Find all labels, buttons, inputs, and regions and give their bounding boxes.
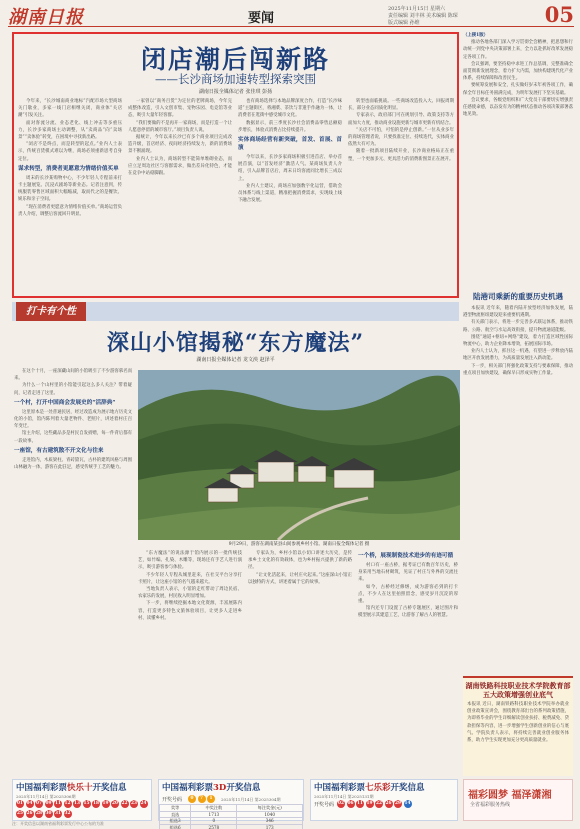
lottery-title-2: 中国福利彩票3D开奖信息 <box>162 783 261 793</box>
lead-byline: 湖南日报全媒体记者 张佳琪 彭扬 <box>198 89 273 95</box>
lottery-ball: 24 <box>140 801 147 806</box>
paragraph: 馆内还专门设置了古桥专题展区，通过图片和模型展示其建造工艺，让游客了解古人的智慧。 <box>358 606 458 619</box>
paragraph: 这里原本是一处普通民居，经过改造成为展示地方历史文化的小馆，馆内陈列着大量老物件、老照片，讲述着村庄百年变迁。 <box>14 409 132 430</box>
page-number: 05 <box>544 2 574 27</box>
paragraph: 今年来，“长沙城南商业地标”汽配市场大型商场关门歇业，多家一线门店相继关闭，商业体“关店潮”引发关注。 <box>18 99 122 119</box>
table-cell: 346 <box>237 818 303 825</box>
paragraph: 为什么一个山村里的小馆能引起这么多人关注？带着疑问，记者走进了这里。 <box>14 383 132 396</box>
paragraph: 村口有一座古桥，据考证已有数百年历史，桥身采用当地石材砌筑，见证了村庄与外界的交流往来。 <box>358 563 458 583</box>
paragraph: “东方魔法”的说法源于馆内展示的一批传统技艺，如竹编、扎染、木雕等，现场还有手艺人进行演示，吸引游客参与体验。 <box>138 551 242 571</box>
lottery-ball: 06 <box>347 801 354 806</box>
lottery-ball: 07 <box>36 801 42 806</box>
feature-column-2 <box>138 550 242 774</box>
table-cell: 每注奖金(元) <box>237 805 303 812</box>
feature-column-1 <box>14 368 132 774</box>
ad-brand: 福彩圆梦 福泽潇湘 <box>468 790 552 801</box>
lottery-ball: 28 <box>36 810 42 816</box>
lottery-ball: 32 <box>64 810 71 816</box>
feature-column-3 <box>248 550 352 774</box>
lottery-label-2: 开奖号码 <box>162 796 183 803</box>
footer-note: 注：开奖信息以湖南省福利彩票发行中心公布的为准 <box>12 821 104 826</box>
lottery-ball: 04 <box>26 801 33 806</box>
lottery-ball: 0 <box>188 795 196 803</box>
table-cell: 1713 <box>191 811 237 818</box>
table-cell: 奖等 <box>160 805 191 812</box>
right-column-heading: 陆港司乘新的重要历史机遇 <box>473 292 563 301</box>
lottery-ball: 19 <box>102 801 109 806</box>
paragraph: 转型也面临挑战。一些商场改造投入大、回报周期长，部分业态同质化明显。 <box>348 99 454 112</box>
lottery-ball: 02 <box>338 801 344 806</box>
paragraph: 有关部门表示，将进一步完善多式联运体系，推动铁路、公路、航空与水运高效衔接，提升物流通道能级。 <box>463 320 573 333</box>
paragraph: 据统计，今年以来长沙已有多个商业项目完成改造升级，首店经济、夜间经济持续发力，新的消费场景不断涌现。 <box>128 135 232 155</box>
lead-column-1 <box>18 98 122 294</box>
lottery-ball: 26 <box>385 801 392 806</box>
lottery-ball: 22 <box>121 801 128 806</box>
paragraph: 下一步，相关部门将强化政策支持与要素保障，推动重点项目加快建设，确保早日形成实物工作量。 <box>463 363 573 376</box>
lottery-ball: 11 <box>55 801 61 806</box>
table-cell: 0 <box>191 818 237 825</box>
lottery-ball: 30 <box>45 810 52 816</box>
paragraph: 本报讯 近年来，随着内陆开放型经济加快发展，陆港型物流枢纽建设迎来重要机遇期。 <box>463 306 573 319</box>
lottery-ball: 7 <box>198 795 206 803</box>
paragraph: 会议强调，要坚持稳中求进工作总基调，完整准确全面贯彻新发展理念，着力扩大内需，加快构建现代化产业体系，持续保障和改善民生。 <box>463 61 573 82</box>
lottery-ball: 15 <box>83 801 90 806</box>
paragraph: 走进馆内，木质梁柱、青砖黛瓦，古朴的建筑风格与周围山林融为一体，游客在此驻足，感受传统手工艺的魅力。 <box>14 457 132 471</box>
feature-column-tag: 打卡有个性 <box>16 302 86 321</box>
lottery-label-3: 开奖号码 <box>314 801 335 808</box>
paragraph: 馆主介绍，这些藏品多是村民自发捐赠，每一件背后都有一段故事。 <box>14 431 132 444</box>
lottery-ball: 1 <box>207 795 215 803</box>
feature-subheading-1: 一个村，打开中国商会发展史的“活辞典” <box>14 399 116 406</box>
paragraph: 专家表示，政府部门可在规划引导、政策支持等方面加大力度，推动商业设施更新与城市更新有机结合。 <box>348 113 454 126</box>
paragraph: 面对客流分流、业态老化、线上冲击等多重压力，长沙多家商场主动调整，从“卖商品”向“卖场景”“卖体验”转变，在困境中寻找新出路。 <box>18 120 122 141</box>
lottery-ball: 25 <box>17 810 23 816</box>
lead-subheadline: ——长沙商场加速转型探索突围 <box>155 72 316 86</box>
lead-headline: 闭店潮后闯新路 <box>140 45 330 74</box>
table-cell: 组选3 <box>160 818 191 825</box>
lead-column-2 <box>128 98 232 294</box>
lead-column-3 <box>238 98 342 294</box>
paragraph: 下一步，将继续挖掘本地文化资源，丰富展陈内容，打造更多特色文旅体验项目，让更多人走进乡村、读懂乡村。 <box>138 601 242 621</box>
lottery-ball: 12 <box>64 801 71 806</box>
table-cell: 中奖注数 <box>191 805 237 812</box>
paragraph: 围绕“通道+枢纽+网络”建设，着力打造区域性国际物流中心，助力企业降本增效，拓展国际市场。 <box>463 334 573 348</box>
lottery-card-2 <box>158 779 304 829</box>
right-column-bottom <box>463 305 573 677</box>
paragraph: 会议要求，各级党组织和广大党员干部要切实增强责任感使命感，以奋发有为的精神状态推动各项决策部署落地见效。 <box>463 97 573 118</box>
lottery-ball: 26 <box>26 810 33 816</box>
newspaper-logo: 湖南日报 <box>8 7 84 28</box>
photo-caption: 9月29日，游客在湖南某县山间参观乡村小馆。湖南日报全媒体记者 摄 <box>228 542 370 547</box>
feature-subheading-3: 一个桥，展现制瓷技术进步的有迹可循 <box>358 553 454 559</box>
paragraph: 业内人士认为，抓住这一机遇，有望进一步释放内陆地区开放发展潜力，为高质量发展注入新动能。 <box>463 349 573 362</box>
news-brief-title: 湖南铁路科技职业技术学院教育部五大政策增强创业底气 <box>465 681 571 699</box>
table-cell: 直选 <box>160 811 191 818</box>
lead-column-4 <box>348 98 454 294</box>
lottery-ball: 22 <box>376 801 382 806</box>
lottery-ball: 31 <box>55 810 61 816</box>
paragraph: 随着一批新项目陆续开业，长沙商业格局正在重塑，一个更加多元、更具活力的消费新图景正在展开。 <box>348 149 454 162</box>
village-photo-image <box>138 370 460 540</box>
paragraph: “闭店不是终点，而是转型的起点。”业内人士表示，传统百货模式难以为继，商场必须重新思考自身定位。 <box>18 142 122 162</box>
table-cell: 2578 <box>191 824 237 829</box>
lottery-date-3: 2025年11月14日 第2025131期 <box>314 794 374 799</box>
lottery-ball: 29 <box>395 801 401 806</box>
lead-article-highlight <box>12 32 459 298</box>
paragraph: 数据显示，前三季度长沙社会消费品零售总额稳步增长，体验式消费占比持续提升。 <box>238 120 342 133</box>
lottery-special-ball: 14 <box>404 801 411 806</box>
lottery-ball: 18 <box>93 801 99 806</box>
paragraph: “让文化活起来，让村庄火起来。”这座深山小馆正以独特的方式，讲述着属于它的故事。 <box>248 572 352 585</box>
ad-note: 全省福彩服务热线 <box>470 802 511 808</box>
feature-column-4 <box>358 550 458 774</box>
lottery-title-1: 中国福利彩票快乐十开奖信息 <box>16 783 127 793</box>
section-title: 要闻 <box>248 11 275 26</box>
paragraph: 也有商场选择与本地品牌深度合作，打造“长沙味道”主题街区，将湘菜、茶饮与非遗手作融为一体，让消费者在逛街中感受城市文化。 <box>238 99 342 119</box>
lottery-ball: 20 <box>112 801 118 806</box>
lottery-ball: 23 <box>131 801 137 806</box>
paragraph: 业内人士认为，商场转型不能简单堆砌业态，而应立足周边社区与客群需求，做出差异化特色，才能在竞争中站稳脚跟。 <box>128 156 232 177</box>
lottery-numbers-2 <box>185 794 218 804</box>
table-cell: 1040 <box>237 811 303 818</box>
paragraph: “我们要做的不是再开一家商场，而是打造一个让人愿意停留的城市客厅。”项目负责人说。 <box>128 120 232 133</box>
right-column-top <box>463 32 573 284</box>
table-cell: 组选6 <box>160 824 191 829</box>
paragraph: 推动各地各部门深入学习贯彻全会精神，把思想和行动统一到党中央决策部署上来，全力以赴抓好改革发展稳定各项工作。 <box>463 40 573 60</box>
lottery-date-1: 2025年11月14日 第2025306期 <box>16 794 76 799</box>
lottery-ball: 01 <box>17 801 23 806</box>
paragraph: 不少年轻人专程从城里赶来，在社交平台分享打卡照片，让这座小馆的名气越来越大。 <box>138 572 242 585</box>
village-photo <box>138 370 460 540</box>
lottery-ball: 11 <box>357 801 363 806</box>
lottery-numbers-1 <box>13 799 151 819</box>
welfare-lottery-ad <box>463 779 573 821</box>
paragraph: 如今，古桥经过修缮，成为游客必到的打卡点，不少人在这里拍照留念，感受岁月沉淀的厚重。 <box>358 584 458 605</box>
date-line: 2025年11月15日 星期六 责任编辑 刘丰林 美术编辑 陈琛 版式编辑 孙维 <box>388 6 458 26</box>
paragraph: 今年以来，长沙多家商场积极引进首店、举办首展首演，以“首发经济”激活人气。某商场负责人介绍，引入品牌首店后，周末日均客流同比增长三成以上。 <box>238 155 342 182</box>
paragraph: 在这个十月，一座深藏山间的小馆吸引了不少游客慕名而来。 <box>14 369 132 382</box>
news-brief-text: 本报讯 近日，湖南铁路科技职业技术学院举办就业创业政策宣讲会，围绕教育部出台的系列政策措施，为即将毕业的学生详细解读创业扶持、税费减免、贷款担保等内容，进一步增强学生创新创业的信心与底气。学院负责人表示，将持续完善就业创业服务体系，助力学生实现更加充分更高质量就业。 <box>467 702 569 744</box>
lottery-card-1 <box>12 779 152 821</box>
paragraph: 当地负责人表示，小馆的走红带动了周边民宿、农家乐的发展，村民收入明显增加。 <box>138 587 242 600</box>
lottery-card-3 <box>310 779 458 821</box>
table-cell: 173 <box>237 824 303 829</box>
news-brief-box <box>463 676 573 776</box>
lottery-numbers-3 <box>334 799 415 809</box>
lead-subheading-1: 谋求转型，消费者更愿意为情绪价值买单 <box>18 165 119 172</box>
paragraph: 一家曾以“商务百货”为定位的老牌商场，今年完成整体改造，引入文创市集、宠物乐园、电竞馆等业态，吸引大量年轻客群。 <box>128 99 232 119</box>
feature-headline: 深山小馆揭秘“东方魔法” <box>106 330 365 356</box>
lottery-ball: 09 <box>45 801 52 806</box>
paragraph: 周末的长沙某购物中心，不少年轻人专程前来打卡主题展览、沉浸式剧场等新业态。记者注意到，传统服装零售区域面积大幅缩减，取而代之的是餐饮、娱乐和亲子空间。 <box>18 175 122 203</box>
paragraph: 专家认为，乡村小馆以小切口讲述大历史，是传承乡土文化的有效载体，也为乡村振兴提供了新的路径。 <box>248 551 352 571</box>
lead-subheading-2: 实体商场经营有新突破，首发、首展、首演 <box>238 137 342 152</box>
paragraph: “关店不可怕，可怕的是停止创新。”一位从业多年的商场管理者说，只要找准定位、持续迭代，实体商业依然大有可为。 <box>348 127 454 148</box>
paragraph: 要统筹发展和安全，扎实做好岁末年初各项工作，确保全年目标任务圆满完成，为明年发展打下坚实基础。 <box>463 83 573 96</box>
lottery-date-2: 2025年11月14日 第2025304期 <box>221 796 281 802</box>
paragraph: “现在消费者更愿意为情绪价值买单。”商场运营负责人介绍，调整后客流回升明显。 <box>18 204 122 217</box>
lottery-title-3: 中国福利彩票七乐彩开奖信息 <box>314 783 425 793</box>
paragraph: 业内人士建议，商场应加强数字化运营，借助会员体系与线上渠道，精准把握消费需求，实现线上线下融合发展。 <box>238 183 342 204</box>
lottery-ball: 13 <box>74 801 80 806</box>
lottery-ball: 19 <box>366 801 373 806</box>
feature-byline: 湖南日报全媒体记者 龙文泱 赵泽平 <box>196 357 275 363</box>
feature-subheading-2: 一座馆，有古建筑散不开文化与往来 <box>14 447 104 454</box>
continued-tag: （上接1版） <box>463 33 489 38</box>
masthead <box>8 3 574 27</box>
